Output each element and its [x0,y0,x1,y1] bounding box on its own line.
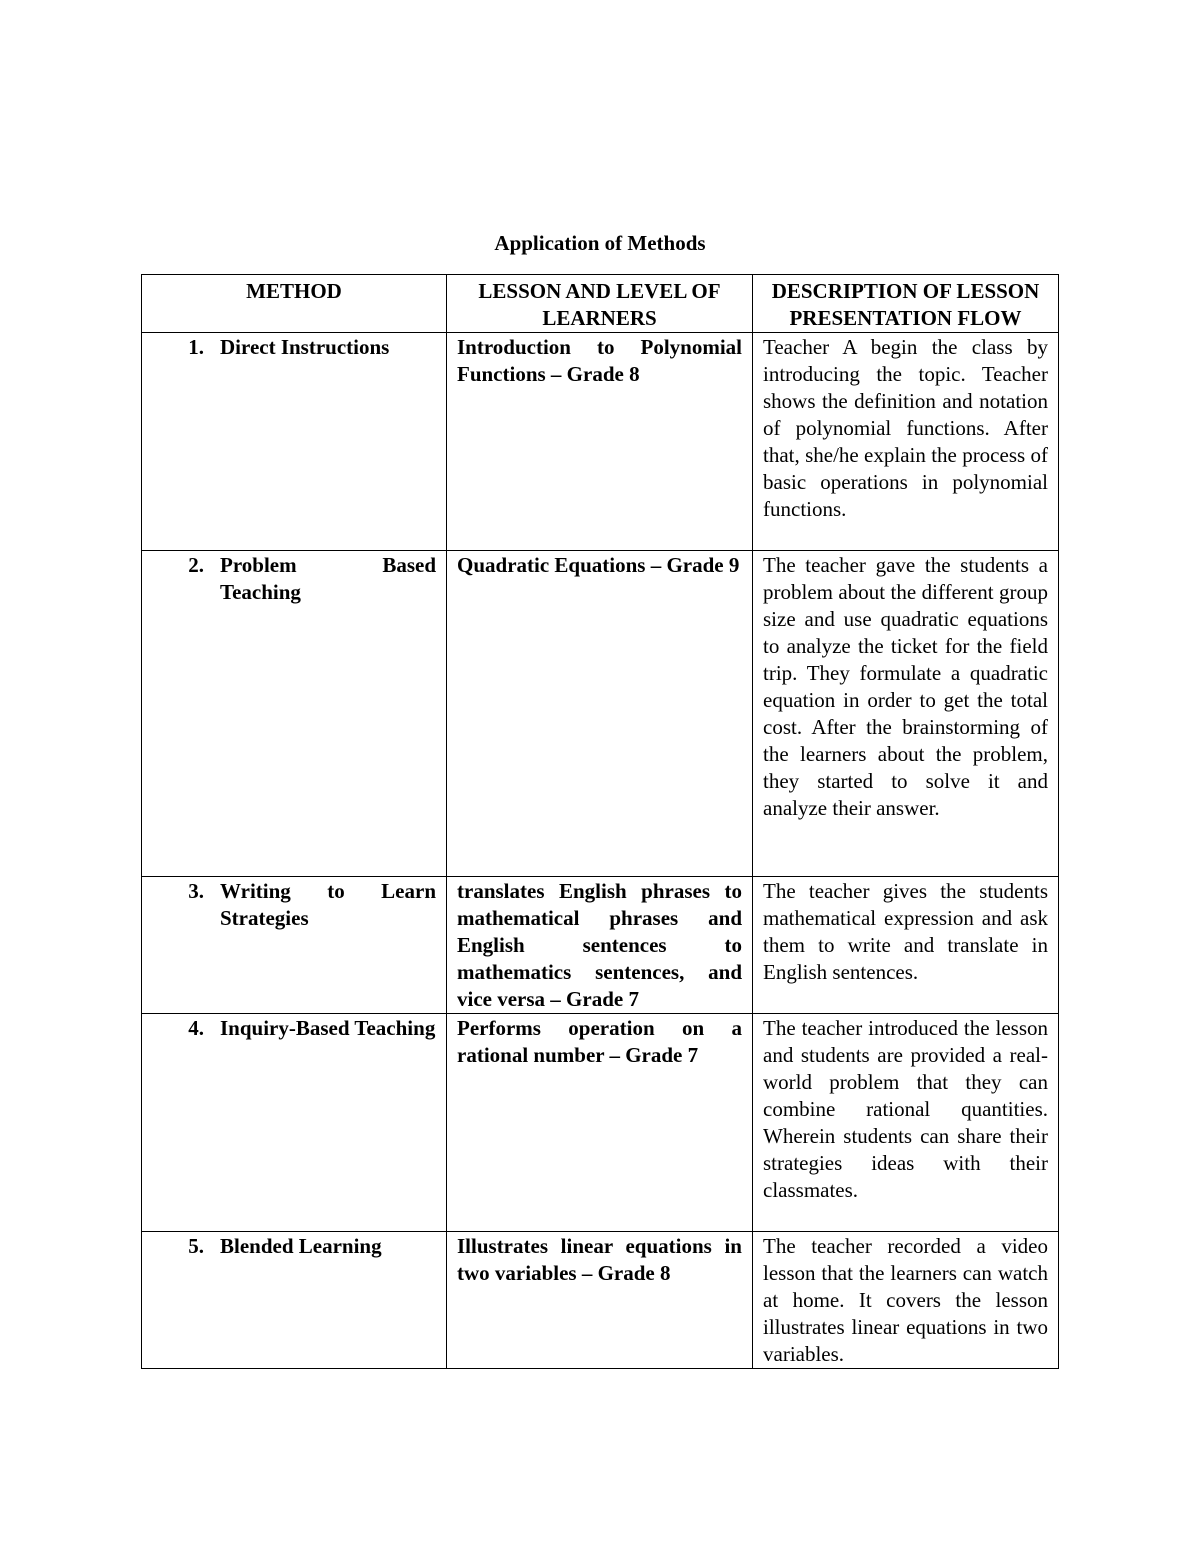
header-description: DESCRIPTION OF LESSON PRESENTATION FLOW [753,275,1059,333]
method-cell [142,877,447,1014]
method-name: Blended Learning [220,1234,382,1258]
method-cell [142,1014,447,1232]
description-cell: The teacher recorded a video lesson that the learners can watch at home. It covers the lesson illustrates linear equations in two variables. [753,1232,1059,1369]
methods-table [141,274,1059,1369]
table-row [142,1232,1059,1369]
method-name: Direct Instructions [220,335,390,359]
table-row [142,1014,1059,1232]
lesson-cell: Introduction to Polynomial Functions – Grade 8 [447,333,753,551]
table-header-row [142,275,1059,333]
method-cell [142,551,447,877]
method-name: Problem Based Teaching [220,553,436,604]
header-lesson: LESSON AND LEVEL OF LEARNERS [447,275,753,333]
method-number: 3. [188,879,204,903]
lesson-cell: Quadratic Equations – Grade 9 [447,551,753,877]
lesson-cell: translates English phrases to mathematical phrases and English sentences to mathematics sentences, and vice versa – Grade 7 [447,877,753,1014]
method-cell [142,1232,447,1369]
method-name: Writing to Learn Strategies [220,879,436,930]
method-number: 5. [188,1234,204,1258]
description-cell: The teacher gave the students a problem about the different group size and use quadratic equations to analyze the ticket for the field trip. They formulate a quadratic equation in order to get the total cost. After the brainstorming of the learners about the problem, they started to solve it and analyze their answer. [753,551,1059,877]
description-cell: Teacher A begin the class by introducing the topic. Teacher shows the definition and notation of polynomial functions. After that, she/he explain the process of basic operations in polynomial functions. [753,333,1059,551]
table-row [142,551,1059,877]
lesson-cell: Performs operation on a rational number – Grade 7 [447,1014,753,1232]
table-row [142,333,1059,551]
method-name: Inquiry-Based Teaching [220,1016,436,1040]
document-title: Application of Methods [494,231,706,255]
method-number: 1. [188,335,204,359]
table-row [142,877,1059,1014]
method-number: 2. [188,553,204,577]
method-cell [142,333,447,551]
lesson-cell: Illustrates linear equations in two variables – Grade 8 [447,1232,753,1369]
description-cell: The teacher gives the students mathematical expression and ask them to write and translate in English sentences. [753,877,1059,1014]
method-number: 4. [188,1016,204,1040]
description-cell: The teacher introduced the lesson and students are provided a real-world problem that they can combine rational quantities. Wherein students can share their strategies ideas with their classmates. [753,1014,1059,1232]
header-method: METHOD [142,275,447,333]
